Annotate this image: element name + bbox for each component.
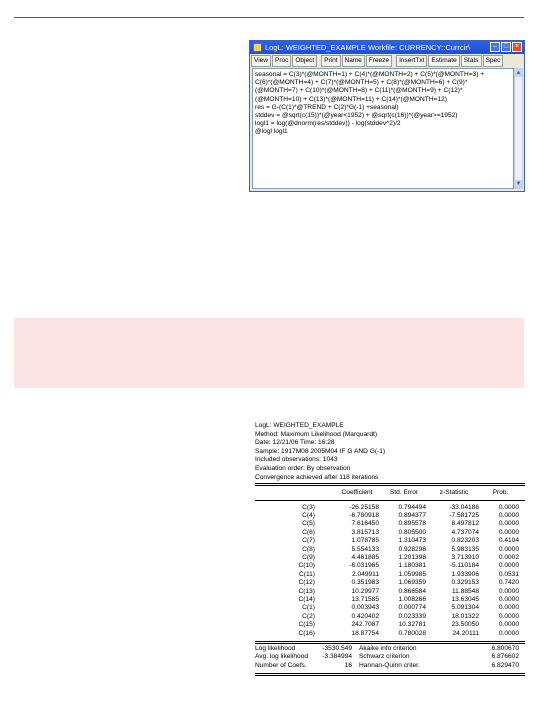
stats-button[interactable]: Stats xyxy=(461,55,482,67)
coef-cell: 24.20111 xyxy=(452,629,479,637)
stat-value: -3530.549 xyxy=(322,645,352,653)
coef-cell: 5.554133 xyxy=(351,545,379,553)
maximize-button[interactable]: □ xyxy=(501,42,511,52)
freeze-button[interactable]: Freeze xyxy=(366,55,392,67)
column-header: Std. Error xyxy=(389,489,419,497)
coef-name: C(9) xyxy=(302,554,315,561)
coef-name: C(11) xyxy=(299,570,315,578)
header-line: Method: Maximum Likelihood (Marquardt) xyxy=(255,430,378,438)
app-icon xyxy=(253,43,262,52)
coef-cell: 8.497812 xyxy=(451,520,479,528)
coef-cell: -33.04186 xyxy=(449,503,479,511)
coef-cell: 0.928298 xyxy=(398,545,426,553)
stat-label: Log likelihood xyxy=(255,645,296,653)
coef-table-header xyxy=(255,489,525,497)
coef-cell: 1.201398 xyxy=(398,554,426,561)
code-line: (@MONTH=10) + C(13)*(@MONTH=11) + C(14)*(@MONTH=12) xyxy=(255,95,447,103)
stat-label: Number of Coefs. xyxy=(255,661,307,669)
coef-cell: 5.983135 xyxy=(451,545,479,553)
coef-cell: 0.780028 xyxy=(398,629,426,637)
output-header xyxy=(255,422,525,482)
coef-cell: 3.815713 xyxy=(351,528,379,536)
highlight-banner xyxy=(14,318,524,388)
coef-name: C(7) xyxy=(302,537,315,545)
coef-cell: 0.794494 xyxy=(398,503,426,511)
coef-cell: 13.71585 xyxy=(351,596,379,604)
coef-cell: -26.25158 xyxy=(349,503,379,511)
coef-cell: 2.049911 xyxy=(351,570,379,578)
coef-cell: 0.003943 xyxy=(351,604,379,612)
coef-name: C(16) xyxy=(298,629,315,637)
coef-cell: 4.737074 xyxy=(451,528,479,536)
scroll-up-icon[interactable]: ▲ xyxy=(515,70,522,76)
coef-cell: 1.180381 xyxy=(398,562,426,570)
coef-cell: 10.29977 xyxy=(351,587,379,595)
coef-cell: 0.866584 xyxy=(398,587,426,595)
coef-cell: 0.329153 xyxy=(451,579,479,587)
stat-label: Avg. log likelihood xyxy=(255,653,309,661)
coef-cell: 1.008266 xyxy=(398,596,426,604)
top-rule xyxy=(14,17,524,18)
coef-cell: 10.32781 xyxy=(398,621,426,629)
stat-value: 16 xyxy=(344,661,352,669)
name-button[interactable]: Name xyxy=(342,55,365,67)
header-line: Included observations: 1043 xyxy=(255,456,338,464)
coef-cell: 0.0000 xyxy=(498,562,519,570)
toolbar xyxy=(250,54,524,68)
code-line: res = G-(C(1)*@TREND + C(2)*G(-1) +seasonal) xyxy=(255,103,399,111)
coef-name: C(1) xyxy=(302,604,315,612)
column-header: Prob. xyxy=(492,489,509,497)
coef-cell: 3.713910 xyxy=(451,554,479,561)
coef-cell: 0.0002 xyxy=(498,554,519,561)
print-button[interactable]: Print xyxy=(321,55,340,67)
column-header xyxy=(255,489,335,497)
coef-cell: 0.0000 xyxy=(498,511,519,519)
coef-name: C(4) xyxy=(302,511,315,519)
stat-value: 6.800670 xyxy=(491,645,519,653)
coef-cell: 0.0000 xyxy=(498,503,519,511)
stat-value: 6.829470 xyxy=(491,661,519,669)
coef-cell: 0.7420 xyxy=(498,579,519,587)
coef-cell: 1.078785 xyxy=(351,537,379,545)
code-line: stddev = @sqrt(c(15))*(@year<1952) + @sqrt(c(16))*(@year>=1952) xyxy=(255,112,458,120)
coef-name: C(15) xyxy=(298,621,315,629)
column-header: z-Statistic xyxy=(439,489,469,497)
coef-cell: 0.351983 xyxy=(351,579,379,587)
window-titlebar[interactable] xyxy=(250,41,524,54)
vertical-scrollbar[interactable] xyxy=(514,68,523,189)
coef-cell: 0.4104 xyxy=(498,537,519,545)
code-line: (@MONTH=7) + C(10)*(@MONTH=8) + C(11)*(@MONTH=9) + C(12)* xyxy=(255,87,463,95)
coef-cell: 1.933906 xyxy=(451,570,479,578)
coef-name: C(8) xyxy=(302,545,315,553)
coef-cell: 0.894377 xyxy=(398,511,426,519)
coef-cell: 11.88548 xyxy=(451,587,479,595)
object-button[interactable]: Object xyxy=(292,55,317,67)
coef-cell: 0.895578 xyxy=(398,520,426,528)
coef-cell: 0.0000 xyxy=(498,621,519,629)
view-button[interactable]: View xyxy=(251,55,271,67)
inserttxt-button[interactable]: InsertTxt xyxy=(396,55,427,67)
coef-cell: 0.0000 xyxy=(498,596,519,604)
minimize-button[interactable]: – xyxy=(490,42,500,52)
header-line: LogL: WEIGHTED_EXAMPLE xyxy=(255,422,344,429)
coef-cell: 0.0000 xyxy=(498,528,519,536)
stat-label: Schwarz criterion xyxy=(359,653,410,661)
code-line: seasonal = C(3)*(@MONTH=1) + C(4)*(@MONTH=2) + C(5)*(@MONTH=3) + xyxy=(255,71,485,78)
divider xyxy=(255,641,525,642)
coef-name: C(14) xyxy=(298,596,315,604)
divider xyxy=(255,485,525,486)
stat-value: -3.384994 xyxy=(322,653,352,661)
coef-name: C(13) xyxy=(298,587,315,595)
coef-cell: 242.7087 xyxy=(351,621,379,629)
coef-cell: 0.0000 xyxy=(498,545,519,553)
divider xyxy=(255,673,525,674)
coef-cell: 0.823203 xyxy=(451,537,479,545)
coef-cell: 0.0000 xyxy=(498,604,519,612)
divider xyxy=(255,643,525,644)
coef-cell: 7.616450 xyxy=(351,520,379,528)
coef-cell: 18.87754 xyxy=(351,629,379,637)
divider xyxy=(255,483,525,484)
coef-name: C(12) xyxy=(298,579,315,587)
coef-name: C(5) xyxy=(302,520,315,528)
stat-value: 6.876602 xyxy=(491,653,519,661)
column-header: Coefficient xyxy=(341,489,373,497)
coef-cell: -5.110184 xyxy=(449,562,479,570)
close-button[interactable]: × xyxy=(512,42,522,52)
coef-table xyxy=(255,504,525,639)
logl-window[interactable] xyxy=(249,40,525,192)
coef-cell: 1.069359 xyxy=(398,579,426,587)
stat-label: Akaike info criterion xyxy=(359,645,417,653)
coef-cell: 13.63045 xyxy=(451,596,479,604)
scroll-down-icon[interactable]: ▼ xyxy=(515,181,522,187)
header-line: Sample: 1917M08 2005M04 IF G AND G(-1) xyxy=(255,447,386,455)
coef-cell: 0.0000 xyxy=(498,629,519,637)
coef-cell: 0.805500 xyxy=(398,528,426,536)
header-line: Evaluation order: By observation xyxy=(255,464,351,472)
proc-button[interactable]: Proc xyxy=(272,55,291,67)
header-line: Date: 12/21/06 Time: 16:28 xyxy=(255,439,335,447)
coef-name: C(6) xyxy=(302,528,315,536)
coef-name: C(10) xyxy=(298,562,315,570)
divider xyxy=(255,500,525,501)
coef-cell: 0.0531 xyxy=(498,570,519,578)
coef-cell: 23.50050 xyxy=(451,621,479,629)
coef-cell: -7.581725 xyxy=(449,511,479,519)
coef-cell: 4.461885 xyxy=(351,554,379,561)
coef-cell: 1.059985 xyxy=(398,570,426,578)
coef-cell: 0.0000 xyxy=(498,520,519,528)
code-line: logl1 = log(@dnorm(res/stddev)) - log(stddev^2)/2 xyxy=(255,120,401,128)
coef-name: C(3) xyxy=(302,503,315,511)
header-line: Convergence achieved after 118 iterations xyxy=(255,473,379,481)
coef-name: C(2) xyxy=(302,612,315,620)
estimate-button[interactable]: Estimate xyxy=(428,55,459,67)
spec-button[interactable]: Spec xyxy=(483,55,504,67)
divider xyxy=(255,675,525,676)
estimation-output xyxy=(255,422,525,677)
stat-label: Hannan-Quinn criter. xyxy=(359,661,420,669)
coef-cell: 0.0000 xyxy=(498,587,519,595)
coef-cell: 1.310473 xyxy=(398,537,426,545)
code-line: C(6)*(@MONTH=4) + C(7)*(@MONTH=5) + C(8)*(@MONTH=6) + C(9)* xyxy=(255,79,468,87)
coef-cell: 0.420402 xyxy=(351,612,379,620)
window-title: LogL: WEIGHTED_EXAMPLE Workfile: CURRENCY::Currcir\ xyxy=(265,43,470,52)
coef-cell: -6.031965 xyxy=(349,562,379,570)
spec-text-area[interactable] xyxy=(252,68,514,189)
code-line: @logl logl1 xyxy=(255,128,288,136)
coef-cell: 0.000774 xyxy=(398,604,426,612)
coef-cell: 18.01322 xyxy=(451,612,479,620)
coef-cell: 0.0000 xyxy=(498,612,519,620)
summary-stats xyxy=(255,645,525,670)
coef-cell: 5.091304 xyxy=(451,604,479,612)
coef-cell: -6.780918 xyxy=(349,511,379,519)
coef-cell: 0.023339 xyxy=(398,612,426,620)
